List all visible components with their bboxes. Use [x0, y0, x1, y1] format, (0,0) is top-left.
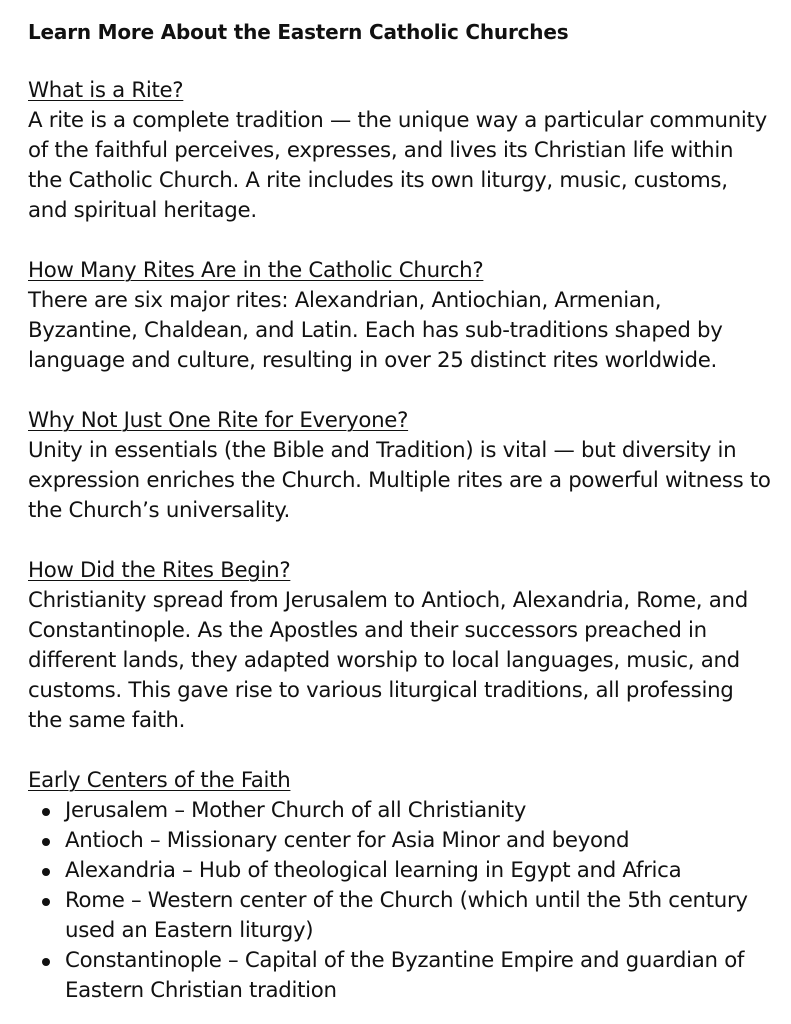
section-what-is-a-rite	[28, 76, 771, 226]
list-item	[28, 826, 771, 856]
section-how-did-rites-begin	[28, 556, 771, 736]
list-item-text: Rome – Western center of the Church (which until the 5th century used an Eastern liturgy)	[65, 888, 748, 943]
section-body: Christianity spread from Jerusalem to Antioch, Alexandria, Rome, and Constantinople. As the Apostles and their successors preached in different lands, they adapted worship to local languages, music, and customs. This gave rise to various liturgical traditions, all professing the same faith.	[28, 588, 748, 733]
list-item-text: Alexandria – Hub of theological learning in Egypt and Africa	[65, 858, 682, 883]
bullet-icon	[42, 808, 50, 816]
section-body: A rite is a complete tradition — the unique way a particular community of the faithful perceives, expresses, and lives its Christian life within the Catholic Church. A rite includes its own liturgy, music, customs, and spiritual heritage.	[28, 108, 767, 223]
section-heading: How Did the Rites Begin?	[28, 558, 291, 583]
section-early-centers	[28, 766, 771, 1006]
list-item	[28, 886, 771, 946]
bullet-icon	[42, 868, 50, 876]
section-heading: Early Centers of the Faith	[28, 768, 291, 793]
list-item-text: Antioch – Missionary center for Asia Minor and beyond	[65, 828, 630, 853]
list-item-text: Jerusalem – Mother Church of all Christianity	[65, 798, 527, 823]
section-why-not-one-rite	[28, 406, 771, 526]
section-body: Unity in essentials (the Bible and Tradition) is vital — but diversity in expression enriches the Church. Multiple rites are a powerful witness to the Church’s universality.	[28, 438, 771, 523]
bullet-icon	[42, 958, 50, 966]
list-item	[28, 796, 771, 826]
early-centers-list	[28, 796, 771, 1006]
section-body: There are six major rites: Alexandrian, Antiochian, Armenian, Byzantine, Chaldean, and Latin. Each has sub-traditions shaped by language and culture, resulting in over 25 distinct rites worldwide.	[28, 288, 723, 373]
list-item	[28, 946, 771, 1006]
section-heading: Why Not Just One Rite for Everyone?	[28, 408, 409, 433]
list-item-text: Constantinople – Capital of the Byzantine Empire and guardian of Eastern Christian tradition	[65, 948, 745, 1003]
section-heading: How Many Rites Are in the Catholic Church?	[28, 258, 484, 283]
bullet-icon	[42, 898, 50, 906]
page-title: Learn More About the Eastern Catholic Churches	[28, 20, 569, 44]
list-item	[28, 856, 771, 886]
bullet-icon	[42, 838, 50, 846]
section-how-many-rites	[28, 256, 771, 376]
section-heading: What is a Rite?	[28, 78, 184, 103]
